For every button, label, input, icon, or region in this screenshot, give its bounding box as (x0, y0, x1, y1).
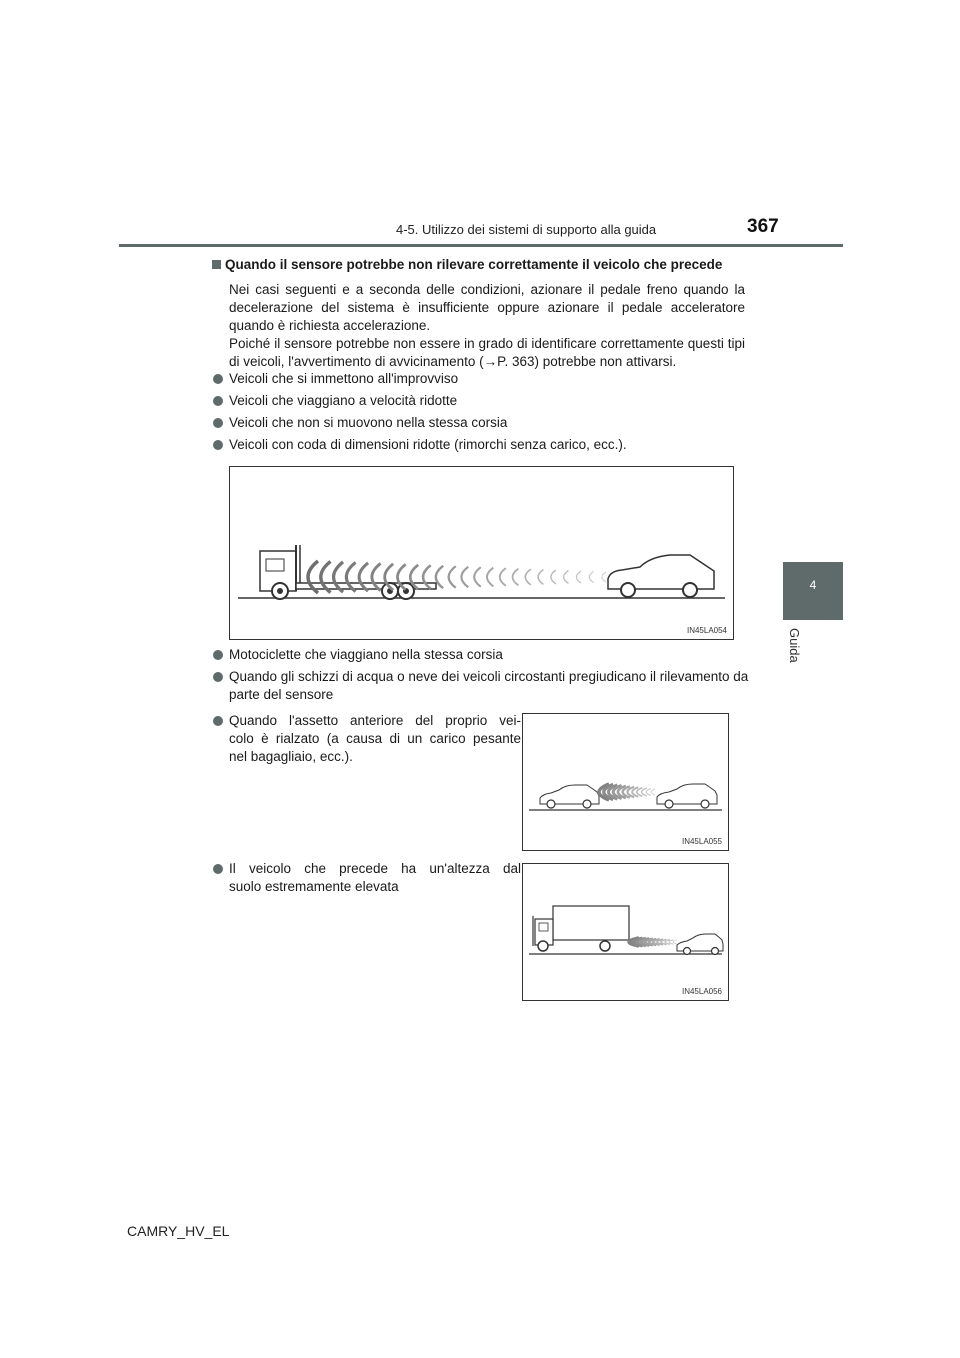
radar-waves (599, 784, 655, 800)
figure-code: IN45LA054 (686, 626, 727, 635)
figure-code: IN45LA056 (681, 987, 722, 996)
bullet-dot-icon (213, 418, 223, 428)
paragraph-line: Nei casi seguenti e a seconda delle condizioni, azionare il pedale freno quando la (229, 282, 745, 297)
list-item (213, 860, 521, 896)
list-item (213, 414, 507, 432)
raised-front-illustration (523, 714, 728, 850)
figure-raised-front (522, 713, 729, 851)
list-item-text: colo è rialzato (a causa di un carico pesante (229, 731, 521, 746)
list-item-text: Veicoli che si immettono all'improvviso (229, 371, 459, 386)
bullet-dot-icon (213, 716, 223, 726)
radar-wave-arc (525, 569, 531, 585)
paragraph-line: decelerazione del sistema è insufficiente oppure azionare il pedale acceleratore (229, 300, 745, 315)
bullet-dot-icon (213, 374, 223, 384)
truck-trailer-illustration (230, 467, 733, 639)
list-item-text: suolo estremamente elevata (229, 879, 399, 894)
radar-wave-arc (461, 567, 468, 588)
radar-wave-arc (487, 568, 493, 587)
bullet-dot-icon (213, 440, 223, 450)
page-number: 367 (747, 216, 779, 237)
square-bullet-icon (212, 260, 221, 269)
radar-wave-arc (436, 566, 443, 588)
list-item-text: Veicoli con coda di dimensioni ridotte (rimorchi senza carico, ecc.). (229, 437, 627, 452)
list-item (213, 436, 627, 454)
list-item-text: Il veicolo che precede ha un'altezza dal (229, 861, 521, 876)
figure-high-clearance (522, 863, 729, 1001)
bullet-dot-icon (213, 650, 223, 660)
radar-wave-arc (500, 568, 506, 586)
radar-waves (308, 561, 606, 593)
list-item (213, 392, 457, 410)
radar-wave-arc (589, 572, 593, 583)
radar-wave-arc (449, 566, 456, 587)
radar-wave-arc (474, 567, 481, 587)
list-item-text: nel bagagliaio, ecc.). (229, 749, 353, 764)
radar-wave-arc (646, 789, 651, 796)
bullet-dot-icon (213, 864, 223, 874)
intro-paragraph (229, 281, 745, 371)
radar-wave-arc (661, 939, 667, 944)
bullet-dot-icon (213, 396, 223, 406)
list-item (213, 646, 503, 664)
list-item-text: Quando gli schizzi di acqua o neve dei veicoli circostanti pregiudicano il rilevamento da parte del sensore (229, 669, 749, 702)
radar-wave-arc (551, 570, 556, 584)
radar-waves (629, 938, 677, 946)
radar-wave-arc (576, 571, 581, 583)
high-clearance-illustration (523, 864, 728, 1000)
bullet-dot-icon (213, 672, 223, 682)
radar-wave-arc (513, 569, 519, 586)
list-item-text: Motociclette che viaggiano nella stessa corsia (229, 647, 503, 662)
radar-wave-arc (627, 787, 634, 798)
header-rule (119, 244, 843, 247)
radar-wave-arc (602, 572, 606, 582)
radar-wave-arc (538, 570, 543, 585)
list-item-text: Veicoli che viaggiano a velocità ridotte (229, 393, 458, 408)
chapter-label-text: Guida (787, 628, 802, 663)
paragraph-line: di veicoli, l'avvertimento di avvicinamento (→P. 363) potrebbe non attivarsi. (229, 354, 677, 369)
heading-text: Quando il sensore potrebbe non rilevare correttamente il veicolo che precede (225, 257, 723, 272)
chapter-number: 4 (809, 578, 817, 592)
list-item (213, 370, 458, 388)
radar-wave-arc (564, 571, 569, 584)
section-title: 4-5. Utilizzo dei sistemi di supporto alla guida (396, 222, 657, 237)
figure-code: IN45LA055 (681, 837, 722, 846)
paragraph-line: Poiché il sensore potrebbe non essere in grado di identificare correttamente questi tipi (229, 336, 745, 351)
model-code: CAMRY_HV_EL (127, 1223, 230, 1239)
list-item (213, 668, 761, 704)
paragraph-line: quando è richiesta accelerazione. (229, 318, 431, 333)
chapter-label (780, 628, 810, 688)
radar-wave-arc (673, 940, 677, 944)
list-item-text: Quando l'assetto anteriore del proprio vei- (229, 713, 521, 728)
section-heading (212, 257, 722, 272)
figure-truck-trailer (229, 466, 734, 640)
radar-wave-arc (651, 789, 655, 795)
list-item-text: Veicoli che non si muovono nella stessa corsia (229, 415, 508, 430)
list-item (213, 712, 521, 766)
